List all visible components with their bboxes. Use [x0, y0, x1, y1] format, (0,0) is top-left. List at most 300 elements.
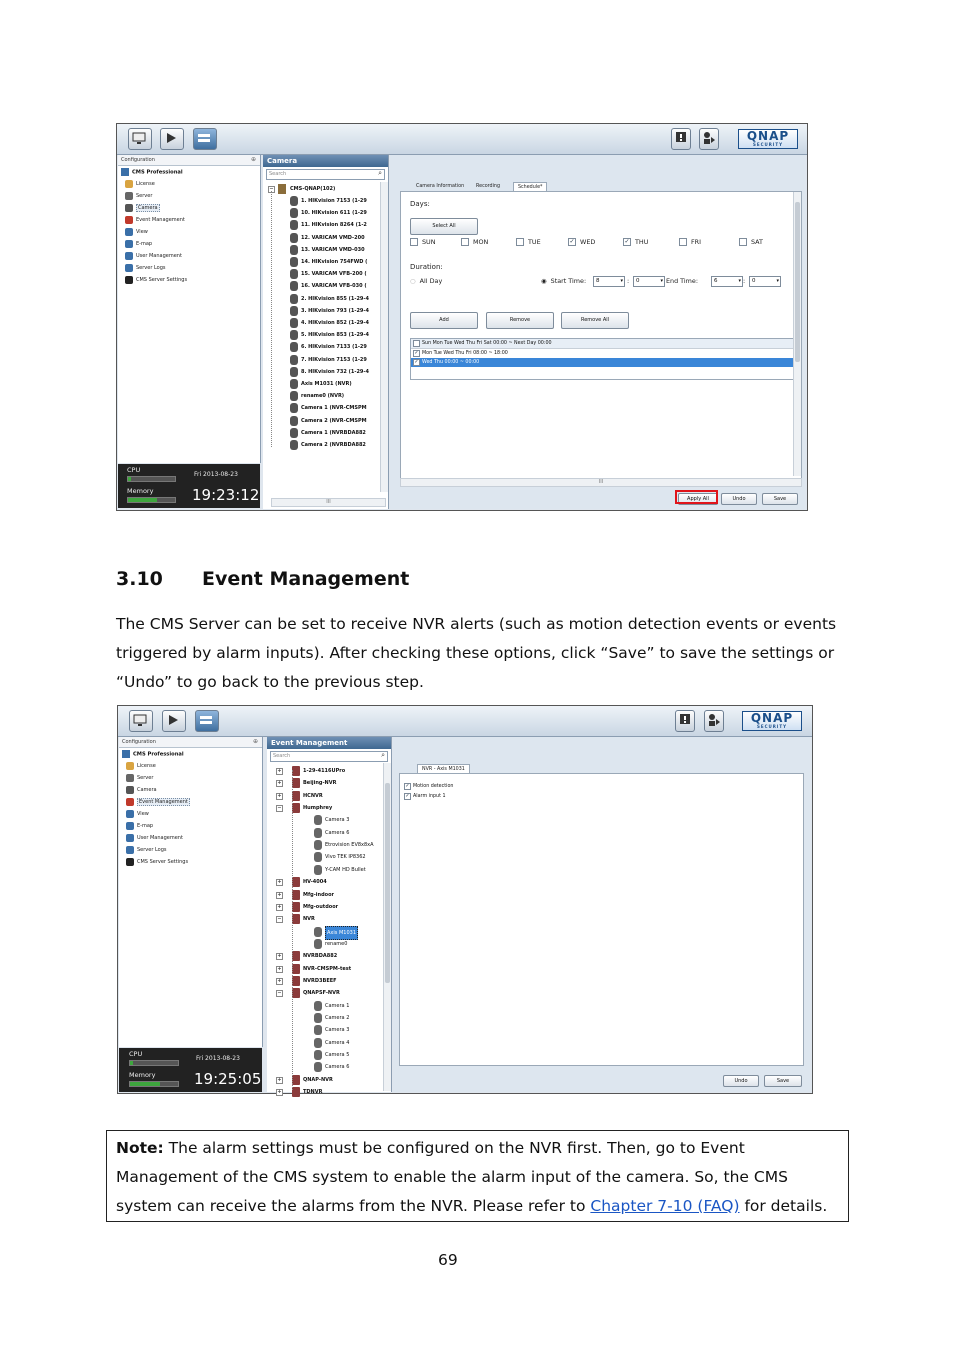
sidebar-item-label: Camera: [138, 205, 158, 211]
camera-icon: [314, 852, 322, 862]
camera-icon: [290, 269, 298, 279]
cpu-bar: [127, 476, 176, 482]
nvr-icon: [292, 1087, 300, 1097]
day-checkbox-sat[interactable]: [739, 238, 747, 246]
camera-tree-item[interactable]: [287, 390, 375, 402]
tree-item-label: QNAP-NVR: [303, 1076, 333, 1083]
nvr-icon: [292, 951, 300, 961]
dropdown-arrow-icon: ▾: [776, 278, 779, 284]
end-hour-select[interactable]: [711, 276, 746, 287]
camera-tree-item[interactable]: [287, 195, 375, 207]
sidebar-item-label: View: [137, 811, 149, 817]
camera-icon: [290, 440, 298, 450]
nvr-camera-tree: [267, 764, 391, 1094]
camera-tree-item[interactable]: [287, 219, 375, 231]
end-minute-value: 0: [752, 278, 756, 284]
sidebar-item-view[interactable]: [119, 808, 262, 820]
all-day-label: All Day: [419, 277, 443, 285]
nvr-icon: [292, 791, 300, 801]
cms-server-settings-icon: [125, 276, 133, 284]
start-minute-select[interactable]: [633, 276, 665, 287]
status-date: Fri 2013-08-23: [194, 471, 238, 478]
user-icon: [708, 713, 720, 727]
tree-item-label: 1-29-4116UPro: [303, 768, 346, 774]
sidebar-item-cms-server-settings[interactable]: [118, 274, 260, 286]
nvr-icon: [292, 914, 300, 924]
day-label-sat: SAT: [751, 238, 763, 246]
event-options-panel: [399, 773, 804, 1066]
tree-item-label: Mfg-indoor: [303, 891, 334, 898]
nvr-icon: [292, 964, 300, 974]
playback-button[interactable]: [160, 128, 184, 150]
alert-button[interactable]: [675, 710, 695, 732]
e-map-icon: [125, 240, 133, 248]
day-checkbox-mon[interactable]: [461, 238, 469, 246]
camera-settings-tabs: [410, 182, 800, 191]
day-label-sun: SUN: [422, 238, 436, 246]
sidebar-item-server[interactable]: [118, 190, 260, 202]
tree-item-label: QNAPSF-NVR: [303, 990, 340, 997]
undo-button[interactable]: Undo: [723, 1075, 759, 1087]
sidebar-item-e-map[interactable]: [118, 238, 260, 250]
camera-tree-item-label: 3. HIKvision 793 (1-29-4: [301, 307, 369, 314]
sidebar-header-label: Configuration: [122, 739, 156, 745]
camera-icon: [290, 416, 298, 426]
camera-tree-item[interactable]: [287, 280, 375, 292]
select-all-button[interactable]: Select All: [410, 218, 478, 235]
sidebar-item-e-map[interactable]: [119, 820, 262, 832]
event-management-window: [117, 705, 813, 1094]
camera-icon: [290, 330, 298, 340]
camera-icon: [290, 342, 298, 352]
tree-item-label: Humphrey: [303, 805, 333, 812]
nvr-icon: [292, 803, 300, 813]
sidebar-root-label: CMS Professional: [133, 751, 184, 758]
note-text: [116, 1134, 844, 1221]
camera-icon: [314, 1001, 322, 1011]
cms-server-settings-icon: [126, 858, 134, 866]
camera-tree-item[interactable]: [287, 207, 375, 219]
user-icon: [703, 131, 715, 145]
tree-item-label: Camera 3: [325, 817, 350, 824]
camera-icon: [314, 1025, 322, 1035]
schedule-entry-checkbox[interactable]: ✓: [414, 359, 419, 365]
expand-toggle-icon[interactable]: +: [277, 768, 282, 774]
search-placeholder: Search: [273, 753, 291, 759]
expand-toggle-icon[interactable]: +: [277, 891, 282, 898]
configuration-button[interactable]: [195, 710, 219, 732]
license-icon: [126, 762, 134, 770]
server-logs-icon: [126, 846, 134, 854]
days-label: Days:: [410, 200, 430, 208]
camera-tree-item-label: Camera 2 (NVRBDA882: [301, 442, 366, 448]
start-minute-value: 0: [636, 278, 640, 284]
camera-tree-item[interactable]: [287, 232, 375, 244]
save-button[interactable]: Save: [764, 1075, 802, 1087]
tree-item-label: Beijing-NVR: [303, 780, 337, 787]
server-icon: [126, 774, 134, 782]
sidebar-header: [118, 155, 260, 166]
tab-schedule[interactable]: Schedule*: [513, 182, 547, 192]
camera-settings-area: [390, 180, 805, 509]
sidebar-item-label: CMS Server Settings: [136, 277, 188, 283]
tree-item-label: Camera 2: [325, 1015, 350, 1021]
camera-tree-item[interactable]: [287, 305, 375, 317]
remove-button[interactable]: Remove: [486, 312, 554, 329]
camera-tree-item[interactable]: [287, 293, 375, 305]
sidebar-item-label: Server: [137, 775, 154, 781]
sidebar-item-license[interactable]: [118, 178, 260, 190]
tree-item-label: HCNVR: [303, 792, 323, 799]
settings-tools-icon: [199, 713, 213, 727]
tree-vertical-scrollbar[interactable]: [383, 763, 391, 1091]
monitor-icon: [133, 713, 147, 727]
expand-toggle-icon[interactable]: −: [277, 805, 282, 812]
sidebar-item-label: User Management: [137, 835, 183, 841]
tree-item-label: Camera 1: [325, 1002, 350, 1009]
sidebar-item-view[interactable]: [118, 226, 260, 238]
schedule-entry-label: Wed Thu 00:00 ~ 00:00: [422, 360, 480, 365]
sidebar-root[interactable]: [119, 748, 262, 760]
sidebar-root-label: CMS Professional: [132, 169, 183, 176]
schedule-entry-label: Sun Mon Tue Wed Thu Fri Sat 00:00 ~ Next Day 00:00: [422, 341, 552, 346]
expand-toggle-icon[interactable]: +: [277, 1089, 282, 1096]
camera-tree-item-label: Camera 1 (NVR-CMSPM: [301, 405, 367, 412]
camera-icon: [290, 318, 298, 328]
start-hour-value: 8: [596, 278, 600, 284]
sidebar-item-camera[interactable]: [119, 784, 262, 796]
section-number: 3.10: [116, 568, 163, 590]
server-icon: [125, 192, 133, 200]
camera-tree-item-label: 16. VARICAM VFB-030 (: [301, 283, 367, 290]
add-button[interactable]: Add: [410, 312, 478, 329]
camera-tree-item-label: 2. HIKvision 855 (1-29-4: [301, 295, 369, 302]
camera-tree-item-label: 12. VARICAM VMD-200: [301, 234, 365, 241]
alert-button[interactable]: [671, 128, 691, 150]
sidebar-item-label: Server: [136, 193, 153, 199]
expand-toggle-icon[interactable]: +: [277, 977, 282, 984]
status-time: 19:25:05: [194, 1070, 262, 1088]
event-option-checkbox[interactable]: ✓: [405, 792, 410, 799]
save-button[interactable]: Save: [762, 493, 798, 505]
camera-tree-item[interactable]: [287, 354, 375, 366]
schedule-entry-checkbox[interactable]: [413, 340, 420, 347]
sidebar-item-event-management[interactable]: [118, 214, 260, 226]
cpu-label: CPU: [127, 466, 141, 474]
schedule-vertical-scrollbar[interactable]: [793, 192, 801, 476]
expand-toggle-icon[interactable]: −: [277, 990, 282, 997]
camera-icon: [290, 306, 298, 316]
sidebar-item-label: CMS Server Settings: [137, 859, 189, 865]
schedule-horizontal-scrollbar[interactable]: III: [400, 478, 802, 487]
dropdown-arrow-icon: ▾: [620, 278, 623, 284]
sidebar-item-camera[interactable]: [118, 202, 260, 214]
note-box: [106, 1130, 849, 1222]
camera-icon: [290, 294, 298, 304]
sidebar-items: [118, 178, 260, 286]
alert-icon: [675, 131, 687, 145]
sidebar-item-label: License: [137, 763, 156, 769]
camera-icon: [290, 428, 298, 438]
event-panel-title: Event Management: [267, 737, 391, 749]
dropdown-arrow-icon: ▾: [660, 278, 663, 284]
schedule-entry-checkbox[interactable]: ✓: [414, 349, 419, 356]
end-hour-value: 6: [714, 278, 718, 284]
sidebar-item-cms-server-settings[interactable]: [119, 856, 262, 868]
tree-item-label: Camera 6: [325, 1064, 350, 1071]
expand-toggle-icon[interactable]: −: [277, 916, 282, 923]
camera-icon: [290, 281, 298, 291]
view-icon: [125, 228, 133, 236]
event-search-input[interactable]: [270, 751, 388, 762]
pin-icon[interactable]: ⊕: [252, 738, 258, 745]
tree-item-label: HV-4004: [303, 879, 327, 886]
undo-button[interactable]: Undo: [721, 493, 757, 505]
camera-tree-item-label: 10. HIKvision 611 (1-29: [301, 210, 367, 217]
remove-all-button[interactable]: Remove All: [561, 312, 629, 329]
camera-tree-item[interactable]: [287, 268, 375, 280]
schedule-panel: [400, 191, 802, 479]
cpu-label: CPU: [129, 1050, 143, 1058]
camera-search-input[interactable]: [266, 169, 385, 180]
faq-chapter-link[interactable]: Chapter 7-10 (FAQ): [590, 1197, 740, 1215]
camera-icon: [314, 815, 322, 825]
start-time-label: Start Time:: [550, 277, 587, 285]
tree-item-label: Y-CAM HD Bullet: [325, 866, 366, 873]
config-sidebar: [118, 155, 261, 463]
search-placeholder: Search: [269, 171, 287, 177]
event-option-checkbox[interactable]: ✓: [405, 783, 410, 789]
camera-icon: [290, 220, 298, 230]
sidebar-item-label: Server Logs: [136, 265, 166, 271]
e-map-icon: [126, 822, 134, 830]
event-management-icon: [125, 216, 133, 224]
expand-toggle-icon[interactable]: +: [277, 780, 282, 787]
camera-config-window: [116, 123, 808, 511]
memory-label: Memory: [129, 1071, 156, 1079]
sidebar-item-label: Event Management: [136, 217, 185, 223]
tree-item-label: Axis M1031: [325, 926, 358, 940]
camera-tree-item[interactable]: [287, 317, 375, 329]
configuration-button[interactable]: [193, 128, 217, 150]
sidebar-item-user-management[interactable]: [118, 250, 260, 262]
sidebar-item-label: Server Logs: [137, 847, 167, 853]
time-range-radio[interactable]: ◉ Start Time:: [541, 277, 587, 285]
camera-icon: [290, 208, 298, 218]
start-colon: :: [627, 277, 630, 285]
camera-tree-item-label: Camera 2 (NVR-CMSPM: [301, 417, 367, 424]
day-label-fri: FRI: [691, 238, 702, 246]
sidebar-item-user-management[interactable]: [119, 832, 262, 844]
qnap-logo: QNAP SECURITY: [742, 711, 802, 731]
event-detail-strip: [393, 737, 810, 762]
all-day-radio[interactable]: ○ All Day: [410, 277, 443, 285]
camera-tree-item[interactable]: [287, 378, 375, 390]
camera-icon: [290, 196, 298, 206]
camera-tree-item-label: Camera 1 (NVRBDA882: [301, 429, 366, 436]
expand-toggle-icon[interactable]: +: [277, 953, 282, 960]
sidebar-item-label: E-map: [137, 823, 154, 829]
cpu-bar: [129, 1060, 179, 1066]
apply-all-button[interactable]: Apply All: [678, 493, 718, 505]
camera-tree-item-label: 6. HIKvision 7133 (1-29: [301, 344, 367, 351]
duration-label: Duration:: [410, 263, 443, 271]
tree-item-label: Camera 6: [325, 829, 350, 836]
license-icon: [125, 180, 133, 188]
sidebar-item-label: E-map: [136, 241, 153, 247]
monitor-button[interactable]: [129, 710, 153, 732]
nvr-icon: [292, 976, 300, 986]
event-management-icon: [126, 798, 134, 806]
camera-icon: [314, 927, 322, 937]
sidebar-item-label: Camera: [137, 787, 157, 793]
user-logout-button[interactable]: [704, 710, 724, 732]
end-colon: :: [743, 277, 746, 285]
camera-tree-item-label: 13. VARICAM VMD-030: [301, 246, 365, 253]
camera-icon: [314, 1062, 322, 1072]
expand-toggle-icon[interactable]: +: [277, 1076, 282, 1083]
day-checkbox-tue[interactable]: [516, 238, 524, 246]
camera-tree-item-label: 1. HIKvision 7153 (1-29: [301, 198, 367, 204]
nvr-icon: [292, 766, 300, 776]
search-icon[interactable]: ⌕: [378, 169, 382, 177]
camera-tree-item[interactable]: [287, 244, 375, 256]
search-icon[interactable]: ⌕: [381, 751, 385, 759]
tree-item-label: NVRBDA882: [303, 953, 338, 960]
camera-icon: [290, 245, 298, 255]
sidebar-item-server-logs[interactable]: [118, 262, 260, 274]
config-sidebar: [119, 737, 263, 1047]
camera-icon: [290, 403, 298, 413]
schedule-entry[interactable]: [411, 339, 795, 348]
day-checkbox-sun[interactable]: [410, 238, 418, 246]
camera-tree-item-label: 15. VARICAM VFB-200 (: [301, 271, 367, 278]
event-tree-panel: [267, 737, 392, 1096]
camera-tree-item-label: 8. HIKvision 732 (1-29-4: [301, 368, 369, 375]
camera-tree-item[interactable]: [287, 402, 375, 414]
tree-item-label: Etrovision EV8x8xA: [325, 842, 374, 849]
camera-tree-item-label: rename0 (NVR): [301, 393, 345, 400]
sidebar-items: [119, 760, 262, 868]
camera-icon: [314, 1038, 322, 1048]
camera-icon: [314, 1013, 322, 1023]
camera-tree-item-label: Axis M1031 (NVR): [301, 381, 352, 387]
user-logout-button[interactable]: [699, 128, 719, 150]
day-label-mon: MON: [473, 238, 489, 246]
app-toolbar: [117, 124, 807, 155]
tree-item-label: NVR: [303, 916, 315, 923]
camera-tree-item[interactable]: [287, 427, 375, 439]
day-checkbox-wed[interactable]: ✓: [569, 238, 575, 245]
tree-item-label: TDNVR: [303, 1089, 323, 1096]
schedule-entry[interactable]: [411, 358, 795, 367]
collapse-toggle-icon[interactable]: −: [269, 186, 274, 192]
sidebar-item-label: View: [136, 229, 148, 235]
app-toolbar: [118, 706, 812, 737]
settings-tools-icon: [197, 131, 211, 145]
tree-item-label: Camera 4: [325, 1039, 350, 1046]
end-minute-select[interactable]: [749, 276, 781, 287]
camera-tree-item[interactable]: [287, 329, 375, 341]
expand-toggle-icon[interactable]: +: [277, 965, 282, 972]
nvr-icon: [292, 902, 300, 912]
tab-camera-information[interactable]: Camera Information: [416, 184, 465, 189]
event-option-label: Alarm input 1: [413, 793, 446, 799]
nvr-icon: [292, 890, 300, 900]
sidebar-item-license[interactable]: [119, 760, 262, 772]
view-icon: [126, 810, 134, 818]
tree-guide-line: [271, 191, 272, 447]
camera-tree-item[interactable]: [287, 341, 375, 353]
monitor-icon: [132, 131, 146, 145]
tab-recording[interactable]: Recording: [476, 184, 500, 189]
sidebar-item-label: Event Management: [139, 799, 188, 805]
camera-icon: [314, 840, 322, 850]
event-option-label: Motion detection: [413, 784, 454, 789]
day-label-wed: WED: [580, 238, 596, 246]
schedule-list: [410, 338, 796, 380]
camera-icon: [290, 257, 298, 267]
camera-icon: [314, 828, 322, 838]
camera-tree-item[interactable]: [287, 256, 375, 268]
camera-icon: [314, 865, 322, 875]
schedule-entry[interactable]: [411, 349, 795, 358]
expand-toggle-icon[interactable]: +: [277, 879, 282, 886]
page-number: 69: [438, 1251, 458, 1269]
day-label-thu: THU: [635, 238, 649, 246]
camera-icon: [314, 1050, 322, 1060]
start-hour-select[interactable]: [593, 276, 625, 287]
system-status: [118, 464, 260, 508]
server-icon: [278, 184, 286, 194]
sidebar-item-server[interactable]: [119, 772, 262, 784]
camera-tree-item[interactable]: [287, 439, 375, 451]
camera-tree-root-label: CMS-QNAP(102): [290, 186, 336, 192]
camera-list-vertical-scrollbar[interactable]: [380, 182, 388, 492]
nvr-icon: [292, 988, 300, 998]
monitor-button[interactable]: [128, 128, 152, 150]
dropdown-arrow-icon: ▾: [738, 278, 741, 284]
camera-tree-item[interactable]: [287, 366, 375, 378]
tree-item-label: NVRD3BEEF: [303, 977, 337, 984]
schedule-entry-label: Mon Tue Wed Thu Fri 08:00 ~ 18:00: [422, 350, 508, 356]
sidebar-header: [119, 737, 262, 748]
expand-toggle-icon[interactable]: +: [277, 792, 282, 799]
nvr-icon: [292, 778, 300, 788]
day-checkbox-fri[interactable]: [679, 238, 687, 246]
camera-tree-item[interactable]: [287, 415, 375, 427]
qnap-logo: QNAP SECURITY: [738, 129, 798, 149]
horizontal-scrollbar[interactable]: III: [271, 498, 386, 507]
apply-all-highlight: [675, 490, 718, 504]
expand-toggle-icon[interactable]: +: [277, 903, 282, 910]
camera-icon: [290, 391, 298, 401]
event-settings-area: [393, 762, 810, 1092]
tab-nvr-axis[interactable]: NVR - Axis M1031: [417, 764, 470, 774]
section-body: The CMS Server can be set to receive NVR alerts (such as motion detection events or events triggered by alarm inputs). After checking these options, click “Save” to save the settings or “Undo” to go back to the previous step.: [116, 615, 837, 691]
cms-app-icon: [121, 168, 129, 176]
server-logs-icon: [125, 264, 133, 272]
sidebar-header-label: Configuration: [121, 157, 155, 163]
pin-icon[interactable]: ⊕: [250, 156, 256, 163]
play-icon: [166, 713, 180, 727]
day-checkbox-thu[interactable]: ✓: [624, 238, 630, 245]
cms-app-icon: [122, 750, 130, 758]
playback-button[interactable]: [162, 710, 186, 732]
sidebar-item-event-management[interactable]: [119, 796, 262, 808]
sidebar-item-server-logs[interactable]: [119, 844, 262, 856]
sidebar-root[interactable]: [118, 166, 260, 178]
